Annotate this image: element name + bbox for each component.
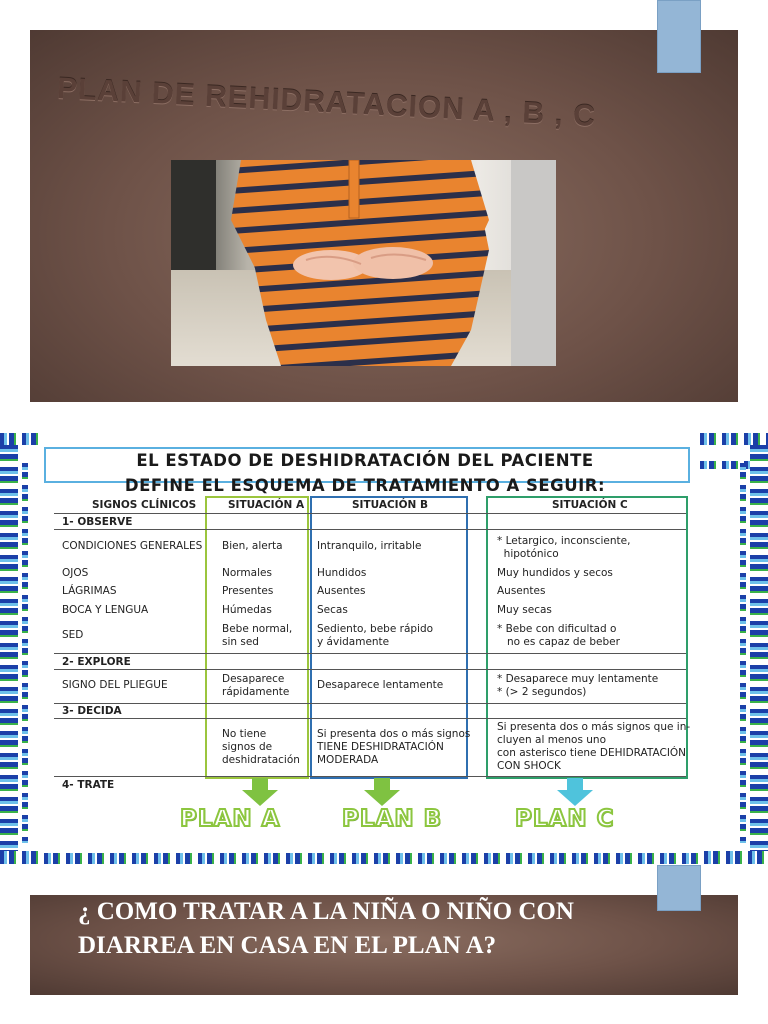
row-c: * Letargico, inconsciente, [497, 535, 631, 547]
plan-b-label: PLAN B [342, 806, 443, 832]
table-line [54, 776, 686, 777]
section-observe: 1- OBSERVE [62, 516, 133, 528]
row-b: y ávidamente [317, 636, 390, 648]
row-c: Ausentes [497, 585, 546, 597]
slide-1-blue-tab [657, 0, 701, 73]
decorative-border-top-left [0, 433, 40, 445]
row-sign: SIGNO DEL PLIEGUE [62, 679, 168, 691]
row-c: * Bebe con dificultad o [497, 623, 617, 635]
row-a: Húmedas [222, 604, 272, 616]
row-b: Sediento, bebe rápido [317, 623, 434, 635]
header-situacion-b: SITUACIÓN B [352, 499, 428, 511]
table-line [54, 653, 686, 654]
row-c: no es capaz de beber [497, 636, 620, 648]
row-sign: SED [62, 629, 84, 641]
table-line [54, 669, 686, 670]
row-a: Bebe normal, [222, 623, 293, 635]
slide-1-title: PLAN DE REHIDRATACION A , B , C [56, 72, 597, 134]
table-line [54, 529, 686, 530]
decorative-border-right [750, 445, 768, 853]
plan-c-label: PLAN C [515, 806, 615, 832]
row-sign: BOCA Y LENGUA [62, 604, 149, 616]
row-c: Muy hundidos y secos [497, 567, 613, 579]
decorative-border-inner-right [740, 463, 746, 843]
decida-b: TIENE DESHIDRATACIÓN [317, 741, 444, 753]
decida-b: Si presenta dos o más signos [317, 728, 471, 740]
decorative-border-left [0, 445, 18, 853]
decida-c: con asterisco tiene DEHIDRATACIÓN [497, 747, 687, 759]
decida-a: No tiene [222, 728, 267, 740]
decida-b: MODERADA [317, 754, 379, 766]
row-a: Normales [222, 567, 272, 579]
row-c: hipotónico [497, 548, 559, 560]
row-a: Presentes [222, 585, 274, 597]
slide-3-blue-tab [657, 865, 701, 911]
decorative-border-inner-left [22, 463, 28, 843]
arrow-down-icon [240, 778, 280, 806]
row-c: * Desaparece muy lentamente [497, 673, 659, 685]
row-c: * (> 2 segundos) [497, 686, 587, 698]
row-c: Muy secas [497, 604, 552, 616]
slide-2 [0, 433, 768, 865]
header-situacion-c: SITUACIÓN C [552, 499, 628, 511]
section-trate: 4- TRATE [62, 779, 115, 791]
row-sign: LÁGRIMAS [62, 585, 117, 597]
row-b: Secas [317, 604, 348, 616]
decida-c: CON SHOCK [497, 760, 561, 772]
header-signos: SIGNOS CLÍNICOS [92, 499, 197, 511]
row-sign: CONDICIONES GENERALES [62, 540, 203, 552]
arrow-down-icon [555, 778, 595, 806]
decorative-border-top-right [700, 433, 768, 445]
section-decida: 3- DECIDA [62, 705, 122, 717]
decida-c: Si presenta dos o más signos que in- [497, 721, 691, 733]
row-b: Ausentes [317, 585, 366, 597]
decida-c: cluyen al menos uno [497, 734, 607, 746]
header-situacion-a: SITUACIÓN A [228, 499, 305, 511]
decida-a: signos de [222, 741, 273, 753]
row-sign: OJOS [62, 567, 89, 579]
table-line [54, 513, 686, 514]
row-a: rápidamente [222, 686, 290, 698]
row-b: Hundidos [317, 567, 367, 579]
table-line [54, 718, 686, 719]
plan-a-label: PLAN A [180, 806, 281, 832]
child-holding-stomach-photo [171, 160, 556, 366]
row-b: Intranquilo, irritable [317, 540, 422, 552]
row-b: Desaparece lentamente [317, 679, 444, 691]
table-line [54, 703, 686, 704]
decida-a: deshidratación [222, 754, 300, 766]
section-explore: 2- EXPLORE [62, 656, 131, 668]
photo-illustration [171, 160, 556, 366]
row-a: Bien, alerta [222, 540, 283, 552]
row-a: sin sed [222, 636, 259, 648]
arrow-down-icon [362, 778, 402, 806]
row-a: Desaparece [222, 673, 285, 685]
slide-3-title: ¿ COMO TRATAR A LA NIÑA O NIÑO CON DIARREA EN CASA EN EL PLAN A? [78, 898, 574, 959]
heading-line-2: DEFINE EL ESQUEMA DE TRATAMIENTO A SEGUIR: [124, 476, 606, 495]
heading-line-1: EL ESTADO DE DESHIDRATACIÓN DEL PACIENTE [136, 451, 594, 470]
